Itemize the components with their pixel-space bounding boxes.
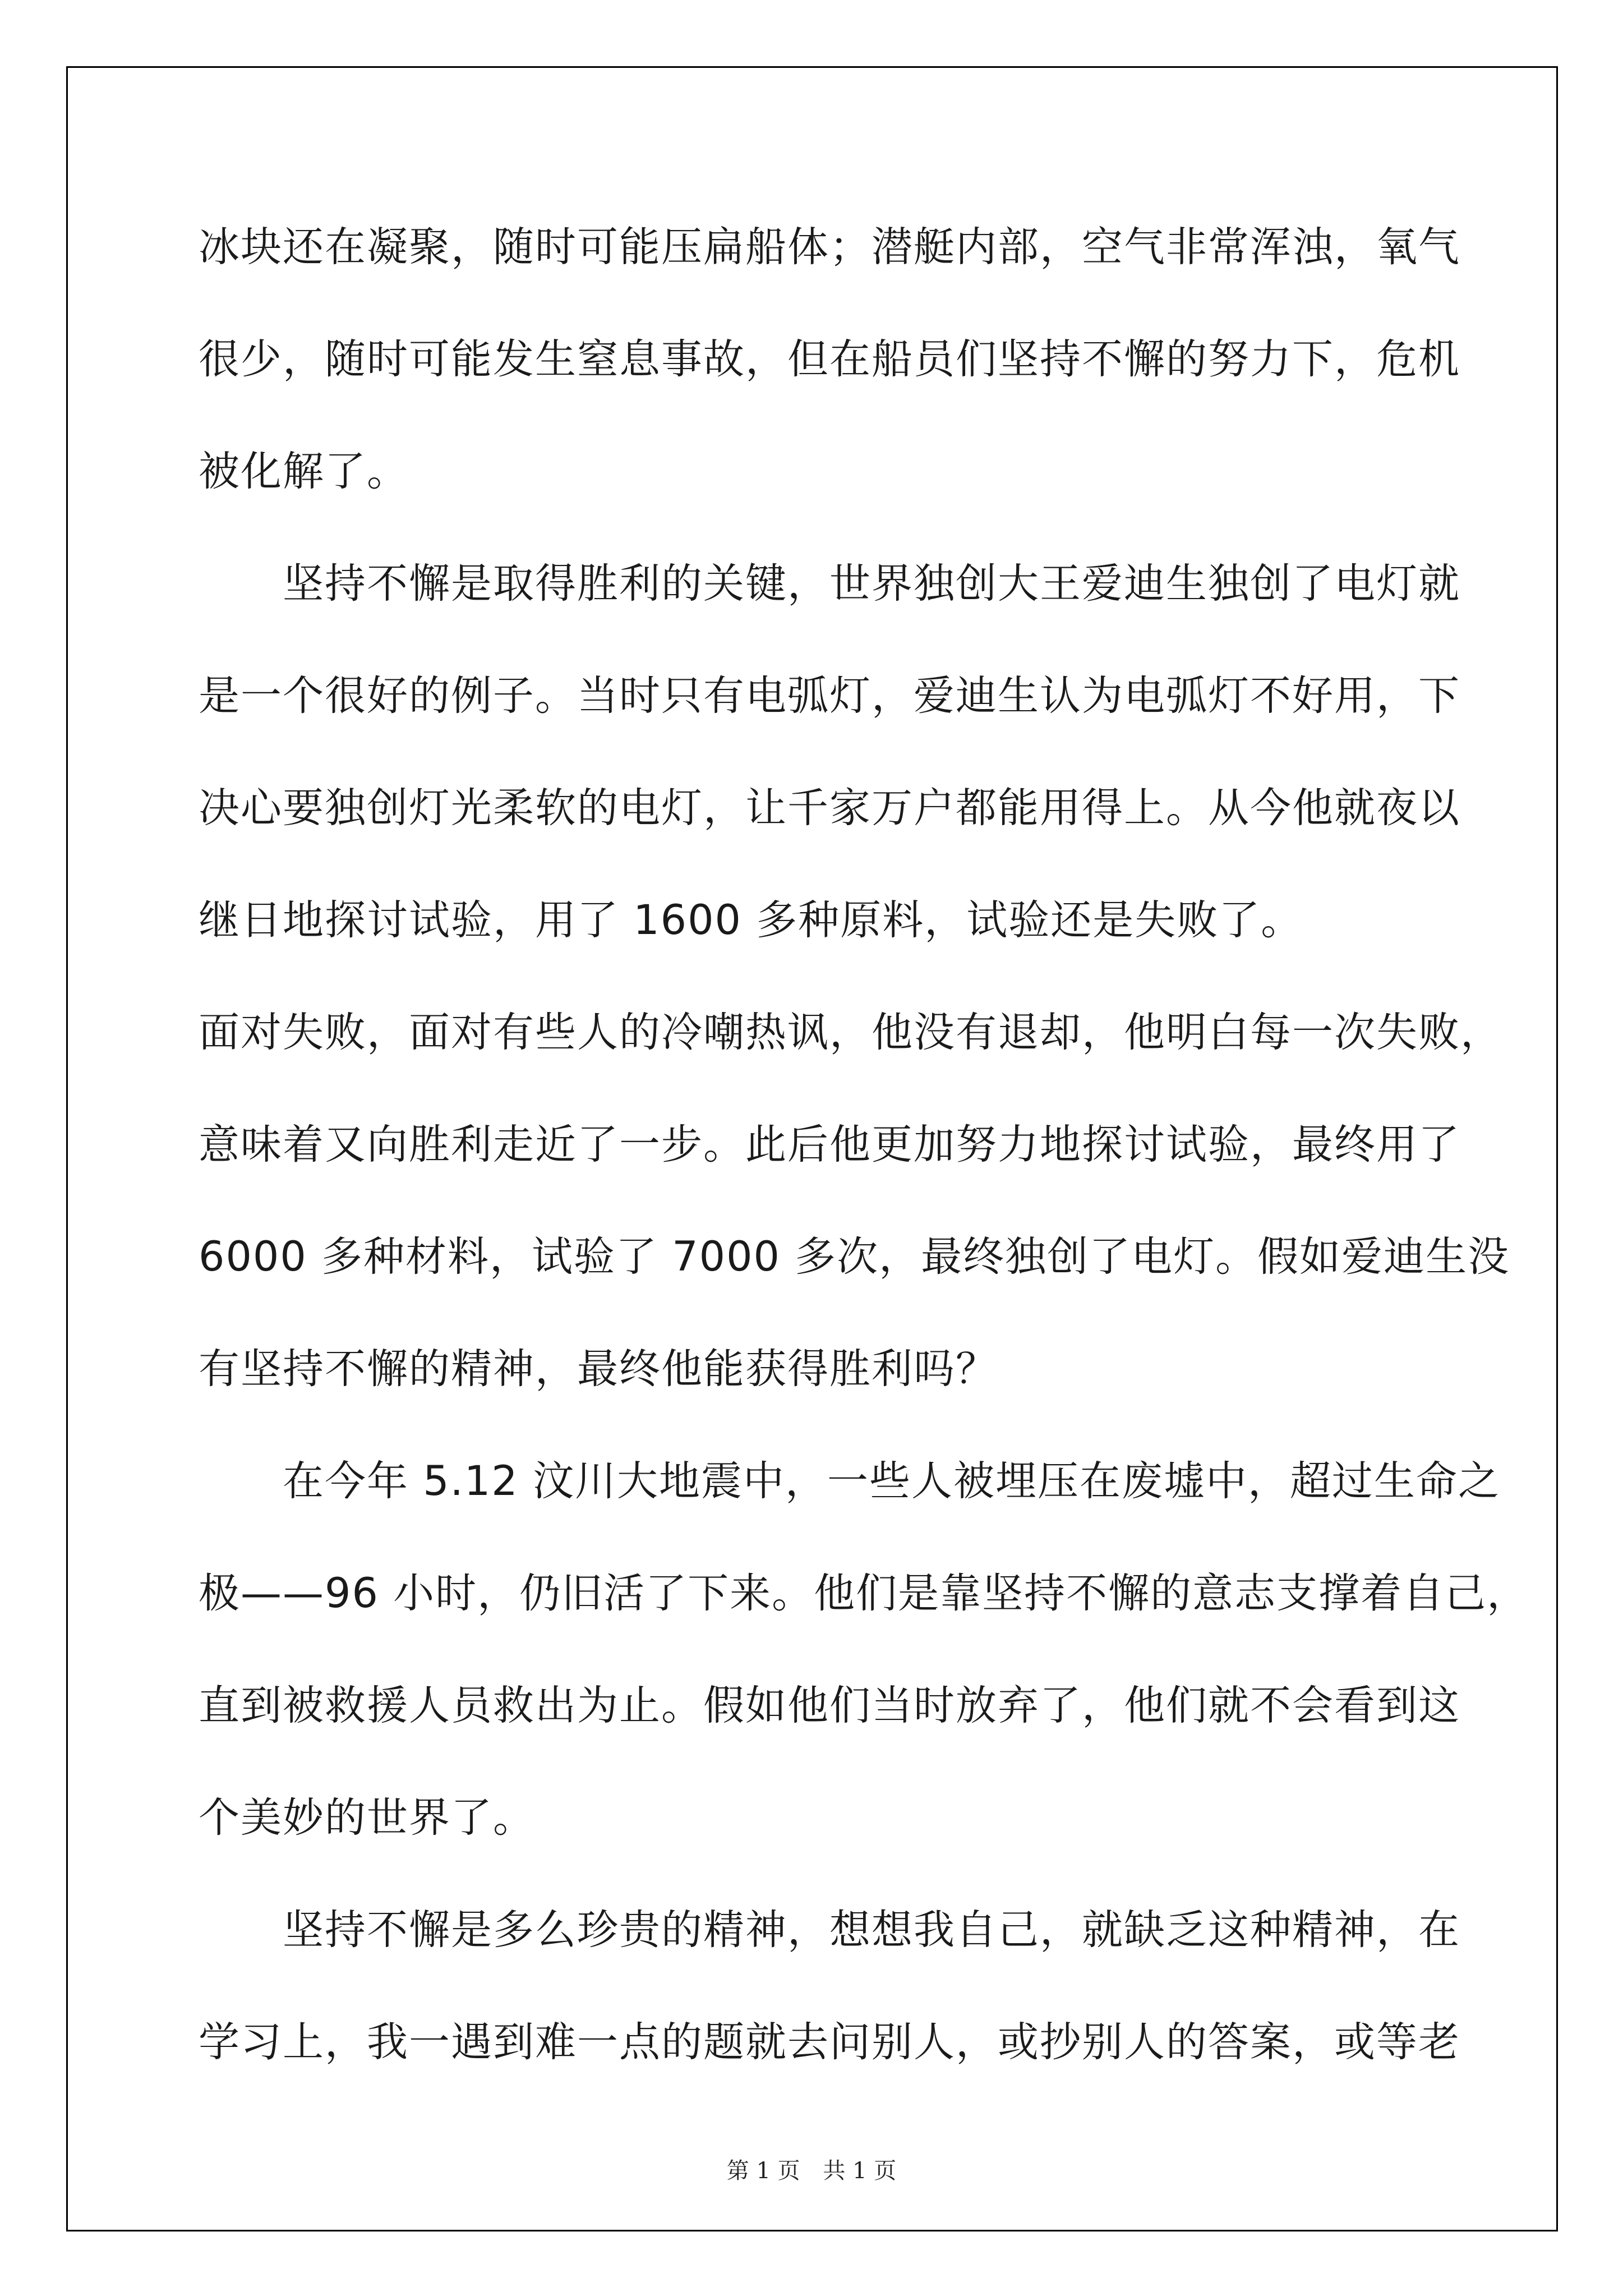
- text-line: 有坚持不懈的精神，最终他能获得胜利吗？: [199, 1345, 998, 1393]
- text-line: 面对失败，面对有些人的冷嘲热讽，他没有退却，他明白每一次失败，: [199, 1009, 1502, 1056]
- text-line: 极——96 小时，仍旧活了下来。他们是靠坚持不懈的意志支撑着自己，: [199, 1570, 1529, 1617]
- page-footer: [0, 2153, 1623, 2185]
- page-total: 共 1 页: [823, 2158, 897, 2184]
- text-line: 个美妙的世界了。: [199, 1794, 535, 1842]
- text-line: 学习上，我一遇到难一点的题就去问别人，或抄别人的答案，或等老: [199, 2018, 1460, 2066]
- text-line: 意味着又向胜利走近了一步。此后他更加努力地探讨试验，最终用了: [199, 1121, 1460, 1168]
- text-line: 是一个很好的例子。当时只有电弧灯，爱迪生认为电弧灯不好用，下: [199, 672, 1460, 720]
- text-line: 冰块还在凝聚，随时可能压扁船体；潜艇内部，空气非常浑浊，氧气: [199, 223, 1460, 271]
- paragraph-first-line: 坚持不懈是多么珍贵的精神，想想我自己，就缺乏这种精神，在: [283, 1906, 1460, 1954]
- paragraph-first-line: 坚持不懈是取得胜利的关键，世界独创大王爱迪生独创了电灯就: [283, 560, 1460, 608]
- text-line: 继日地探讨试验，用了 1600 多种原料，试验还是失败了。: [199, 896, 1303, 944]
- paragraph-first-line: 在今年 5.12 汶川大地震中，一些人被埋压在废墟中，超过生命之: [283, 1457, 1500, 1505]
- text-line: 决心要独创灯光柔软的电灯，让千家万户都能用得上。从今他就夜以: [199, 784, 1460, 832]
- page-number: 第 1 页: [726, 2158, 800, 2184]
- text-line: 被化解了。: [199, 448, 409, 495]
- text-line: 很少，随时可能发生窒息事故，但在船员们坚持不懈的努力下，危机: [199, 335, 1460, 383]
- text-line: 6000 多种材料，试验了 7000 多次，最终独创了电灯。假如爱迪生没: [199, 1233, 1510, 1281]
- text-line: 直到被救援人员救出为止。假如他们当时放弃了，他们就不会看到这: [199, 1682, 1460, 1729]
